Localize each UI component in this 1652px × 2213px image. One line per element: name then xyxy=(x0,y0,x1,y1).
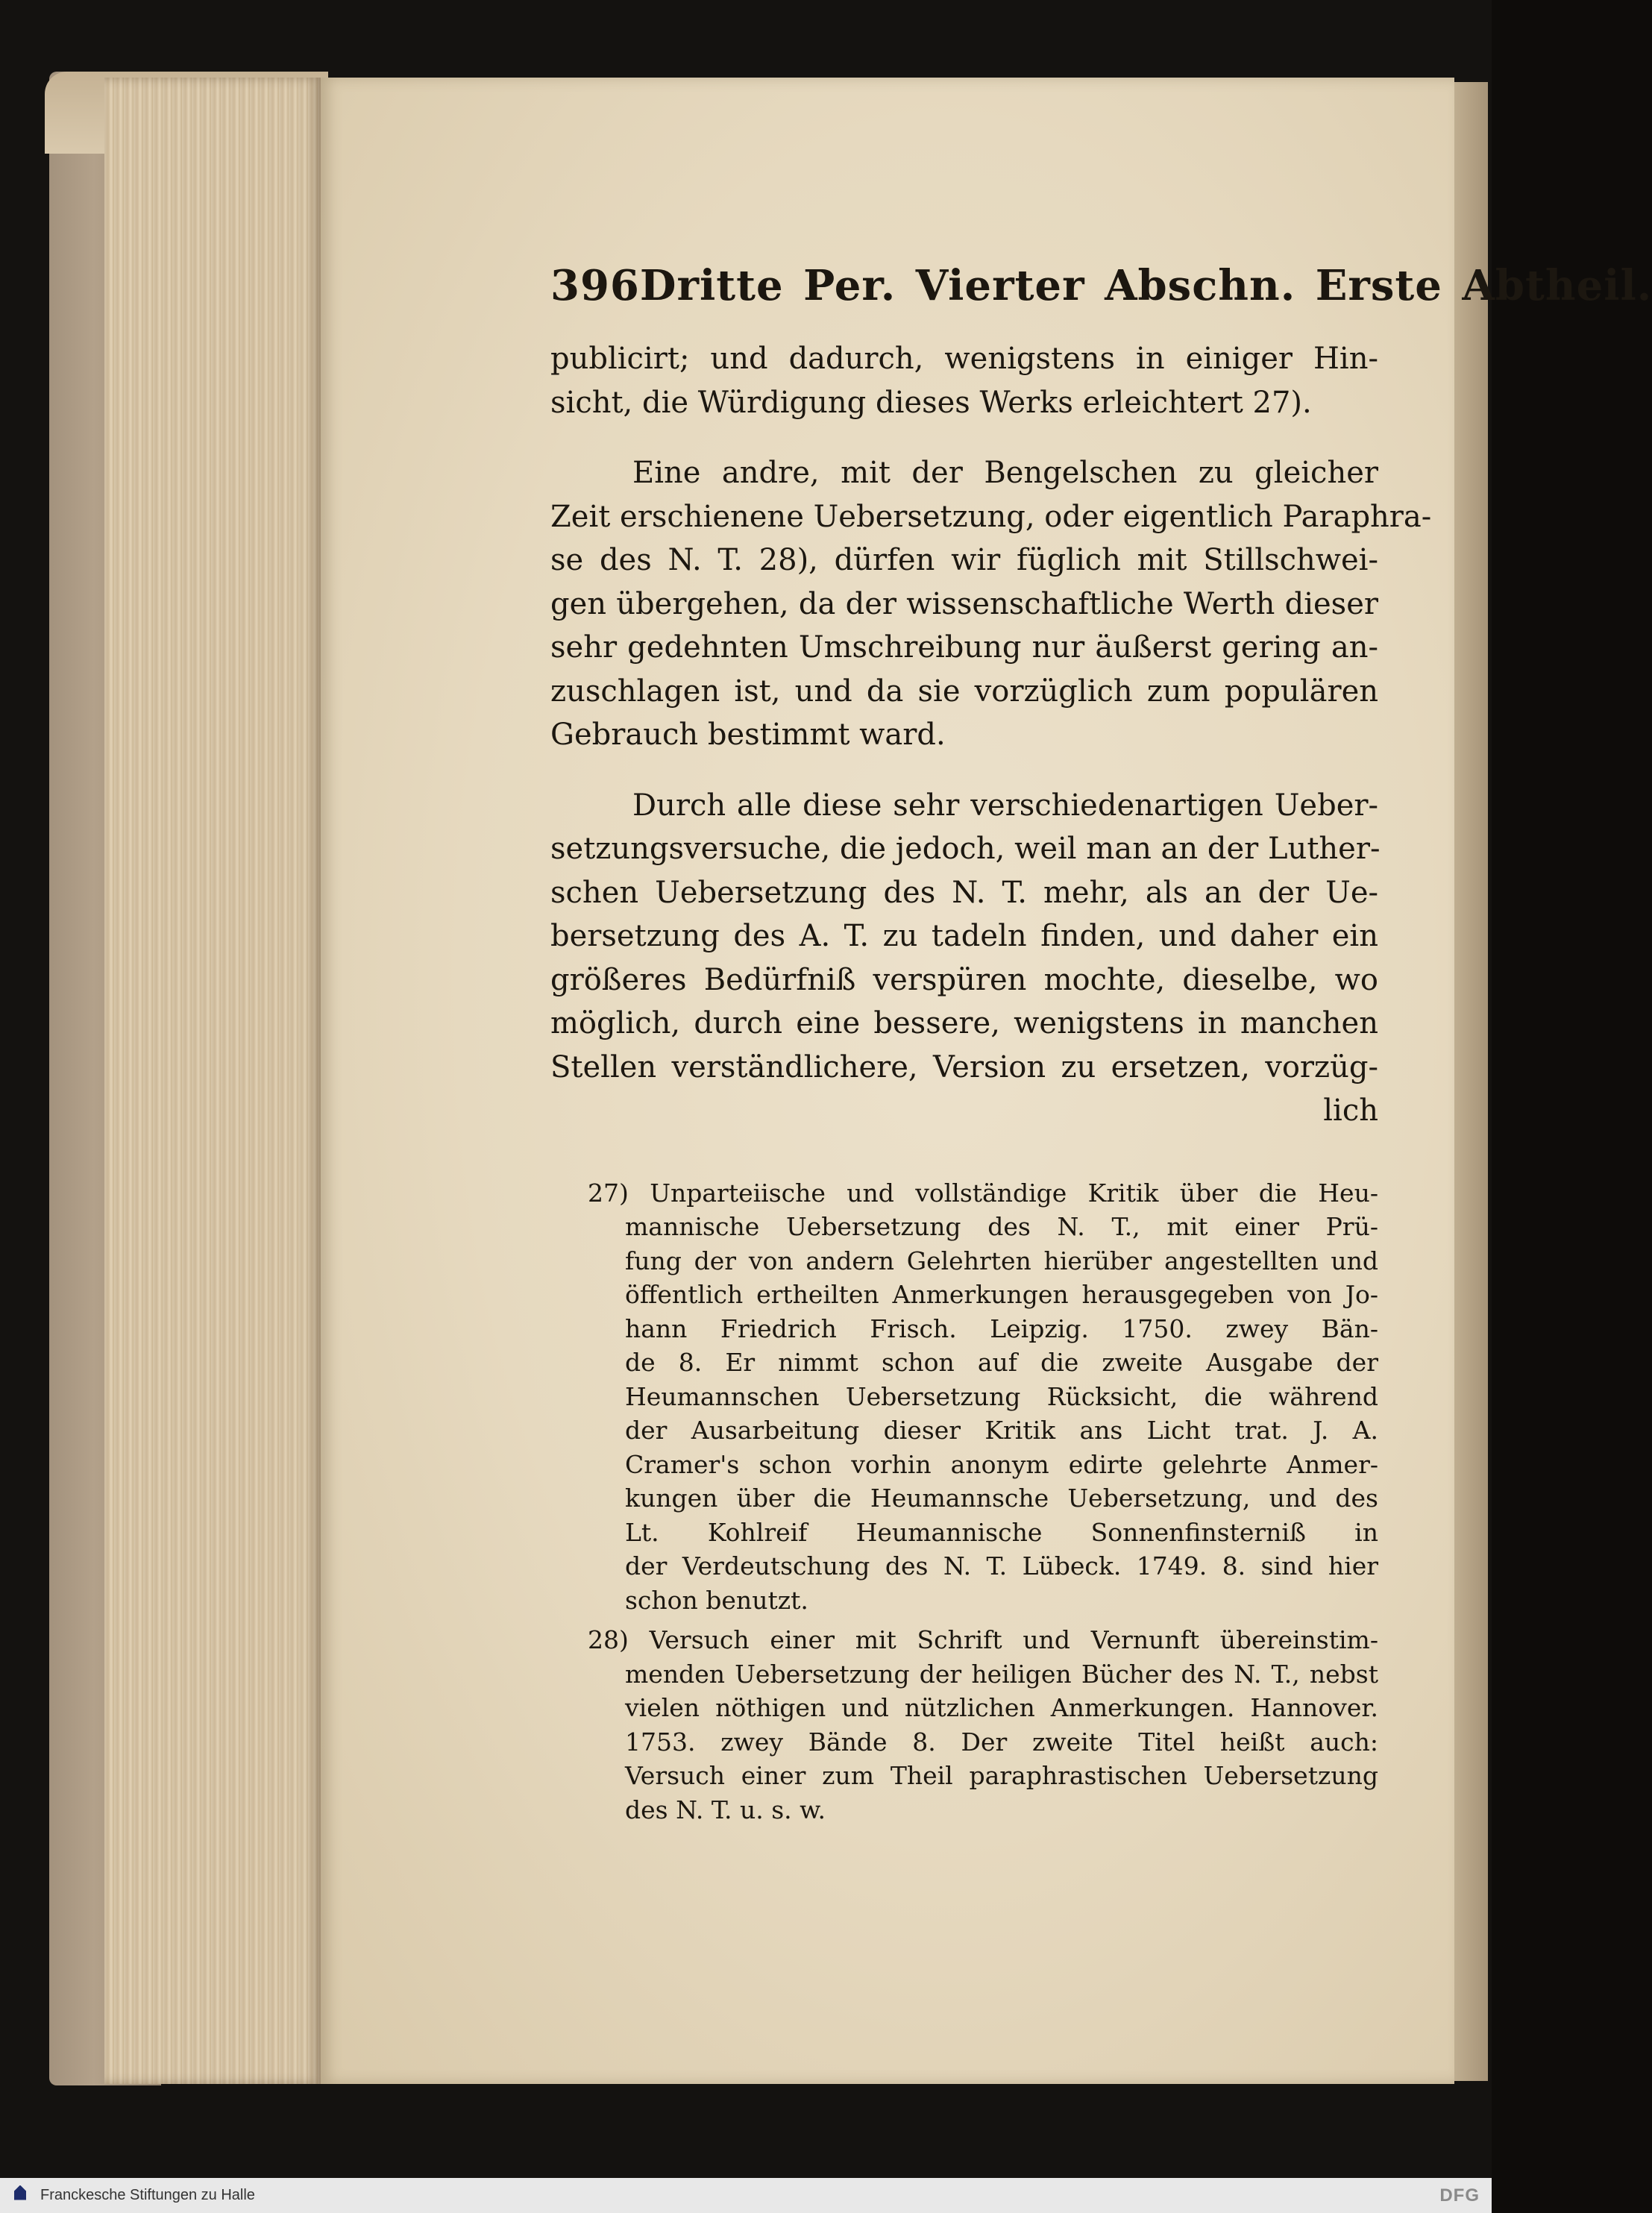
footnotes xyxy=(550,1176,1378,1827)
page-header xyxy=(550,261,1652,310)
footnote-28 xyxy=(550,1623,1378,1827)
footnote-line: 28) Versuch einer mit Schrift und Vernunft übereinstim- xyxy=(588,1625,1378,1654)
text-line: bersetzung des A. T. zu tadeln finden, und daher ein xyxy=(550,919,1378,953)
institution-name: Franckesche Stiftungen zu Halle xyxy=(40,2187,255,2203)
text-line: gen übergehen, da der wissenschaftliche Werth dieser xyxy=(550,586,1378,621)
text-line: schen Uebersetzung des N. T. mehr, als an der Ue- xyxy=(550,875,1378,910)
footnote-line: de 8. Er nimmt schon auf die zweite Ausgabe der xyxy=(625,1348,1378,1377)
footnote-line: der Ausarbeitung dieser Kritik ans Licht trat. J. A. xyxy=(625,1416,1378,1445)
next-page-edge xyxy=(1454,82,1488,2081)
footnote-line: vielen nöthigen und nützlichen Anmerkungen. Hannover. xyxy=(625,1693,1378,1722)
footnote-27 xyxy=(550,1176,1378,1618)
text-line: sicht, die Würdigung dieses Werks erleichtert 27). xyxy=(550,385,1312,420)
main-text xyxy=(550,337,1432,1133)
page-edges-stack xyxy=(104,78,321,2084)
text-line: zuschlagen ist, und da sie vorzüglich zum populären xyxy=(550,674,1378,709)
footnote-line: hann Friedrich Frisch. Leipzig. 1750. zwey Bän- xyxy=(625,1313,1378,1343)
text-line: publicirt; und dadurch, wenigstens in einiger Hin- xyxy=(550,342,1378,376)
running-head: Dritte Per. Vierter Abschn. Erste Abtheil. xyxy=(639,261,1652,310)
paragraph-3 xyxy=(550,784,1381,1133)
footnote-line: Heumannschen Uebersetzung Rücksicht, die während xyxy=(625,1381,1378,1411)
catchword: lich xyxy=(1323,1093,1378,1128)
text-line: größeres Bedürfniß verspüren mochte, dieselbe, wo xyxy=(550,962,1378,997)
footnote-line: mannische Uebersetzung des N. T., mit einer Prü- xyxy=(625,1212,1378,1241)
text-line: Durch alle diese sehr verschiedenartigen Ueber- xyxy=(632,788,1378,823)
footnote-line: 1753. zwey Bände 8. Der zweite Titel heißt auch: xyxy=(625,1727,1378,1757)
footnote-line: öffentlich ertheilten Anmerkungen herausgegeben von Jo- xyxy=(625,1280,1378,1309)
funder-logo: DFG xyxy=(1439,2185,1480,2206)
institution-logo-icon xyxy=(9,2184,31,2208)
text-line: Zeit erschienene Uebersetzung, oder eigentlich Paraphra- xyxy=(550,499,1432,534)
text-line: Eine andre, mit der Bengelschen zu gleicher xyxy=(632,456,1378,490)
footnote-line: 27) Unparteiische und vollständige Kritik über die Heu- xyxy=(588,1178,1378,1208)
text-line: se des N. T. 28), dürfen wir füglich mit Stillschwei- xyxy=(550,543,1378,577)
text-line: setzungsversuche, die jedoch, weil man an der Luther- xyxy=(550,832,1381,866)
institution-credit xyxy=(0,2184,255,2208)
footnote-line: des N. T. u. s. w. xyxy=(625,1795,826,1824)
footnote-line: fung der von andern Gelehrten hierüber angestellten und xyxy=(625,1246,1378,1275)
footnote-line: schon benutzt. xyxy=(625,1585,808,1615)
footnote-line: Cramer's schon vorhin anonym edirte gelehrte Anmer- xyxy=(625,1449,1378,1479)
footnote-line: Lt. Kohlreif Heumannische Sonnenfinsterniß in xyxy=(625,1517,1378,1547)
text-line: sehr gedehnten Umschreibung nur äußerst gering an- xyxy=(550,630,1378,665)
footnote-line: der Verdeutschung des N. T. Lübeck. 1749. 8. sind hier xyxy=(625,1551,1378,1581)
footnote-line: Versuch einer zum Theil paraphrastischen Uebersetzung xyxy=(625,1761,1378,1790)
footnote-line: menden Uebersetzung der heiligen Bücher des N. T., nebst xyxy=(625,1659,1378,1689)
text-line: Gebrauch bestimmt ward. xyxy=(550,718,946,752)
paragraph-2 xyxy=(550,451,1432,757)
text-line: möglich, durch eine bessere, wenigstens in manchen xyxy=(550,1006,1378,1040)
viewer-footer xyxy=(0,2178,1492,2213)
page-content xyxy=(550,261,1652,1833)
page-number: 396 xyxy=(550,261,640,310)
footnote-line: kungen über die Heumannsche Uebersetzung, und des xyxy=(625,1484,1378,1513)
text-line: Stellen verständlichere, Version zu ersetzen, vorzüg- xyxy=(550,1049,1378,1084)
paragraph-1 xyxy=(550,337,1378,424)
